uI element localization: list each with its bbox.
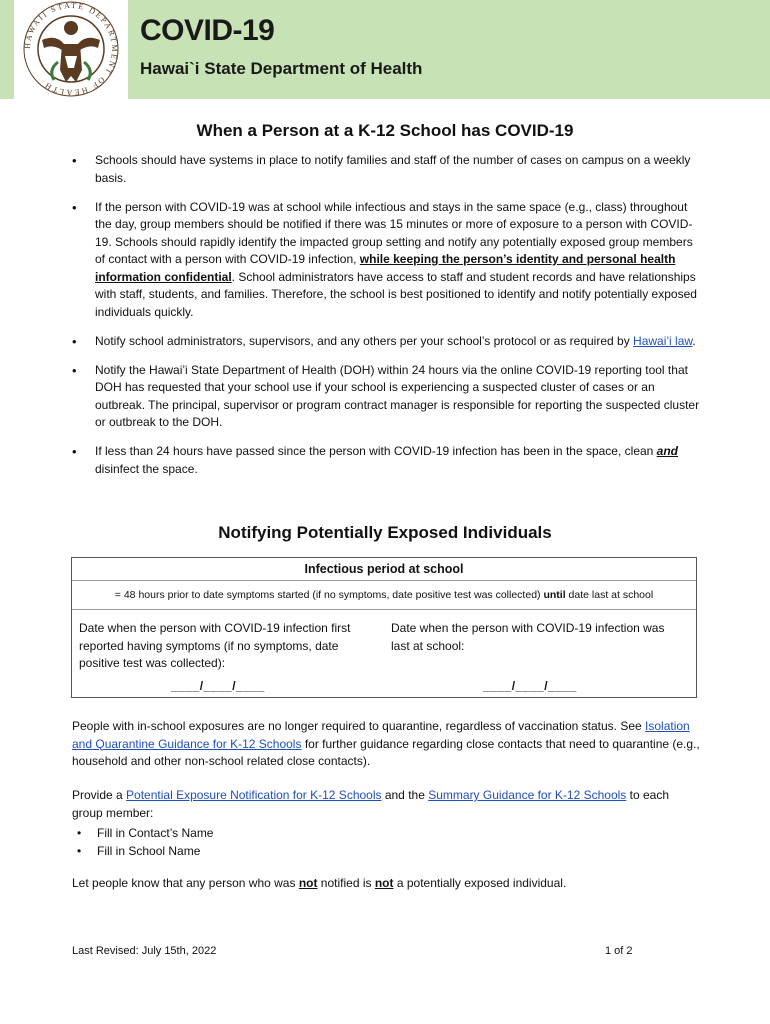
bullet-notify-administrators: • Notify school administrators, supervisors, and any others per your school’s protocol or as required by Hawai’i law.: [72, 333, 702, 351]
hawaii-law-link[interactable]: Hawai’i law: [633, 333, 693, 348]
section2-heading: Notifying Potentially Exposed Individuals: [218, 523, 552, 542]
list-item: • Fill in School Name: [77, 843, 213, 861]
last-at-school-label: Date when the person with COVID-19 infection was last at school:: [391, 621, 665, 653]
exposure-notification-link[interactable]: Potential Exposure Notification for K-12 Schools: [126, 788, 382, 802]
quarantine-paragraph: People with in-school exposures are no longer required to quarantine, regardless of vaccination status. See Isolation and Quarantine Guidance for K-12 Schools for further guidance regarding close contacts that need to quarantine (e.g., household and other non-school related close contacts).: [72, 719, 700, 768]
section1-heading: When a Person at a K-12 School has COVID-19: [196, 121, 574, 140]
infectious-period-table: [71, 557, 697, 698]
table-header: Infectious period at school: [304, 562, 464, 576]
header-banner: [0, 0, 770, 99]
confidentiality-emphasis: while keeping the person’s identity and personal health information confidential: [95, 252, 676, 284]
summary-guidance-link[interactable]: Summary Guidance for K-12 Schools: [428, 788, 627, 802]
page-number: 1 of 2: [605, 945, 633, 957]
not-notified-paragraph: Let people know that any person who was not notified is not a potentially exposed individual.: [72, 876, 567, 890]
bullet-notify-doh: • Notify the Hawai’i State Department of Health (DOH) within 24 hours via the online COVID-19 reporting tool that DOH has requested that your school use if your school is experiencing a suspected cluster of cases or an outbreak. The principal, supervisor or program contract manager is responsible for reporting the suspected cluster or outbreak to the DOH.: [72, 362, 702, 432]
doh-logo: [14, 0, 128, 99]
svg-text:HAWAII STATE DEPARTMENT OF HEA: HAWAII STATE DEPARTMENT OF HEALTH: [22, 0, 120, 98]
table-definition-row: = 48 hours prior to date symptoms started (if no symptoms, date positive test was collected) until date last at school: [72, 580, 696, 610]
seal-icon: [18, 0, 124, 99]
last-revised: Last Revised: July 15th, 2022: [72, 945, 217, 957]
provide-notification-paragraph: Provide a Potential Exposure Notification for K-12 Schools and the Summary Guidance for K-12 Schools to each group member:: [72, 788, 670, 820]
last-at-school-date-field[interactable]: ____/____/____: [483, 679, 577, 693]
group-member-steps: [77, 825, 213, 860]
symptom-date-field[interactable]: ____/____/____: [171, 679, 265, 693]
department-name: Hawai`i State Department of Health: [140, 59, 423, 78]
bullet-group-notification: • If the person with COVID-19 was at school while infectious and stays in the same space (e.g., class) throughout the day, group members should be notified if there was 15 minutes or more of exposure to a person with COVID-19. Schools should rapidly identify the impacted group setting and notify any potentially exposed group members of contact with a person with COVID-19 infection, while keeping the person’s identity and personal health information confidential. School administrators have access to staff and student records and have relationships with staff, students, and families. Therefore, the school is best positioned to identify and notify potentially exposed individuals quickly.: [72, 199, 702, 322]
section1-bullets: [72, 152, 702, 490]
symptom-date-label: Date when the person with COVID-19 infection first reported having symptoms (if no symptoms, date positive test was collected):: [79, 621, 351, 670]
bullet-clean-disinfect: • If less than 24 hours have passed since the person with COVID-19 infection has been in the space, clean and disinfect the space.: [72, 443, 702, 478]
isolation-guidance-link[interactable]: Isolation and Quarantine Guidance for K-12 Schools: [72, 719, 690, 751]
page-title: COVID-19: [140, 14, 275, 47]
list-item: • Fill in Contact’s Name: [77, 825, 213, 843]
bullet-notification-systems: • Schools should have systems in place to notify families and staff of the number of cases on campus on a weekly basis.: [72, 152, 702, 187]
